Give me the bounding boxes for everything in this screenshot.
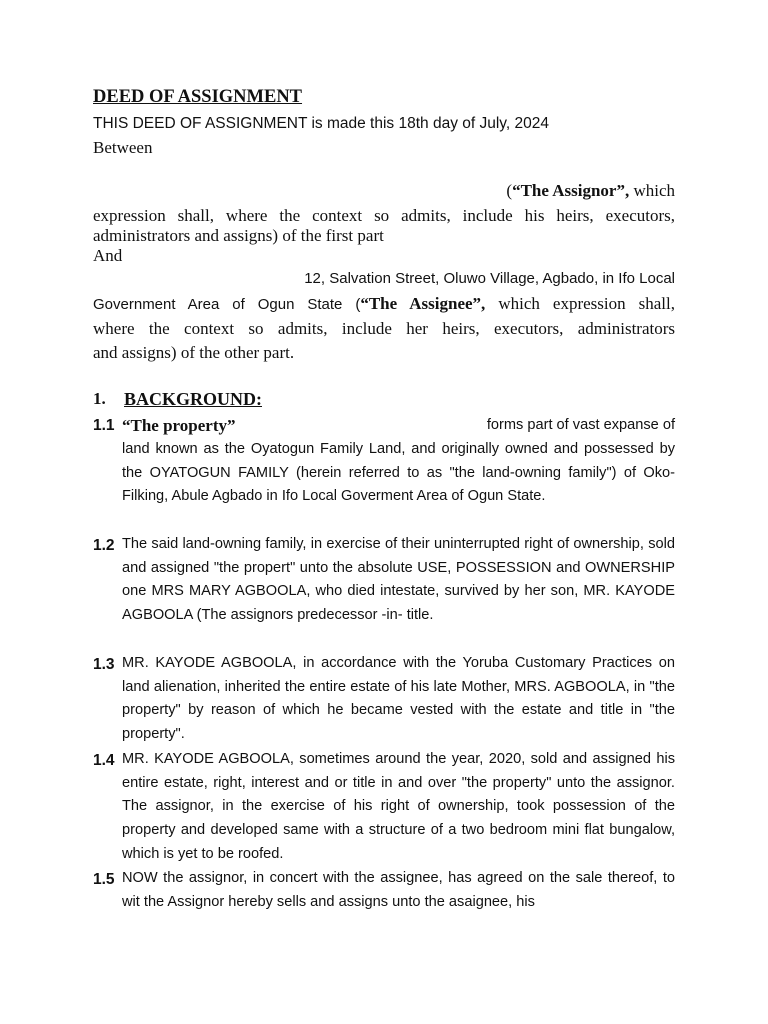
made-line: THIS DEED OF ASSIGNMENT is made this 18th day of July, 2024 <box>93 115 549 132</box>
assignee-line-2-a: Government Area of Ogun State ( <box>93 296 361 313</box>
assignor-definition <box>506 182 675 199</box>
paragraph-number: 1.4 <box>93 752 115 769</box>
assignee-line-3: where the context so admits, include her heirs, executors, administrators <box>93 319 675 338</box>
paragraph-1-1-text: land known as the Oyatogun Family Land, and originally owned and possessed by the OYATOGUN FAMILY (herein referred to as "the land-owning family") of Oko-Filking, Abule Agbado in Ifo Local Goverment Area of Ogun State. <box>122 441 675 505</box>
assignor-tail: which <box>629 181 675 200</box>
paragraph-1-4-text: MR. KAYODE AGBOOLA, sometimes around the year, 2020, sold and assigned his entire estate, right, interest and or title in and over "the property" unto the assignor. The assignor, in the exercise of his right of ownership, took possession of the property and developed same with a structure of a two bedroom mini flat bungalow, which is yet to be roofed. <box>122 751 675 862</box>
assignor-line-3: administrators and assigns) of the first part <box>93 226 384 245</box>
document-title: DEED OF ASSIGNMENT <box>93 87 303 107</box>
paragraph-1-2-text: The said land-owning family, in exercise of their uninterrupted right of ownership, sold and assigned "the propert" unto the absolute USE, POSSESSION and OWNERSHIP one MRS MARY AGBOOLA, who died intestate, survived by her son, MR. KAYODE AGBOOLA (The assignors predecessor -in- title. <box>122 536 675 624</box>
assignee-address: 12, Salvation Street, Oluwo Village, Agbado, in Ifo Local <box>304 270 675 287</box>
assignor-open: ( <box>506 181 513 200</box>
paragraph-number: 1.3 <box>93 656 115 673</box>
paragraph-1-5-text: NOW the assignor, in concert with the assignee, has agreed on the sale thereof, to wit the Assignor hereby sells and assigns unto the asaignee, his <box>122 870 675 910</box>
assignor-line-2: expression shall, where the context so admits, include his heirs, executors, <box>93 206 675 225</box>
assignee-line-2-b: which expression shall, <box>485 294 676 313</box>
background-heading: BACKGROUND: <box>124 389 262 409</box>
assignee-line-4: and assigns) of the other part. <box>93 343 295 362</box>
background-number: 1. <box>93 389 106 408</box>
paragraph-1-3-text: MR. KAYODE AGBOOLA, in accordance with the Yoruba Customary Practices on land alienation, inherited the entire estate of his late Mother, MRS. AGBOOLA, in "the property" by reason of which he became vested with the estate and title in "the property". <box>122 655 675 743</box>
assignor-term: “The Assignor”, <box>512 181 630 200</box>
and-label: And <box>93 246 123 265</box>
between-label: Between <box>93 138 153 157</box>
paragraph-number: 1.1 <box>93 417 115 434</box>
paragraph-1-1-first-rest: forms part of vast expanse of <box>486 417 675 433</box>
assignee-term: “The Assignee”, <box>360 294 486 313</box>
paragraph-1-1-first-line <box>122 414 675 438</box>
assignee-line-2 <box>93 294 675 314</box>
property-term: “The property” <box>122 416 236 435</box>
paragraph-number: 1.5 <box>93 871 115 888</box>
paragraph-number: 1.2 <box>93 537 115 554</box>
